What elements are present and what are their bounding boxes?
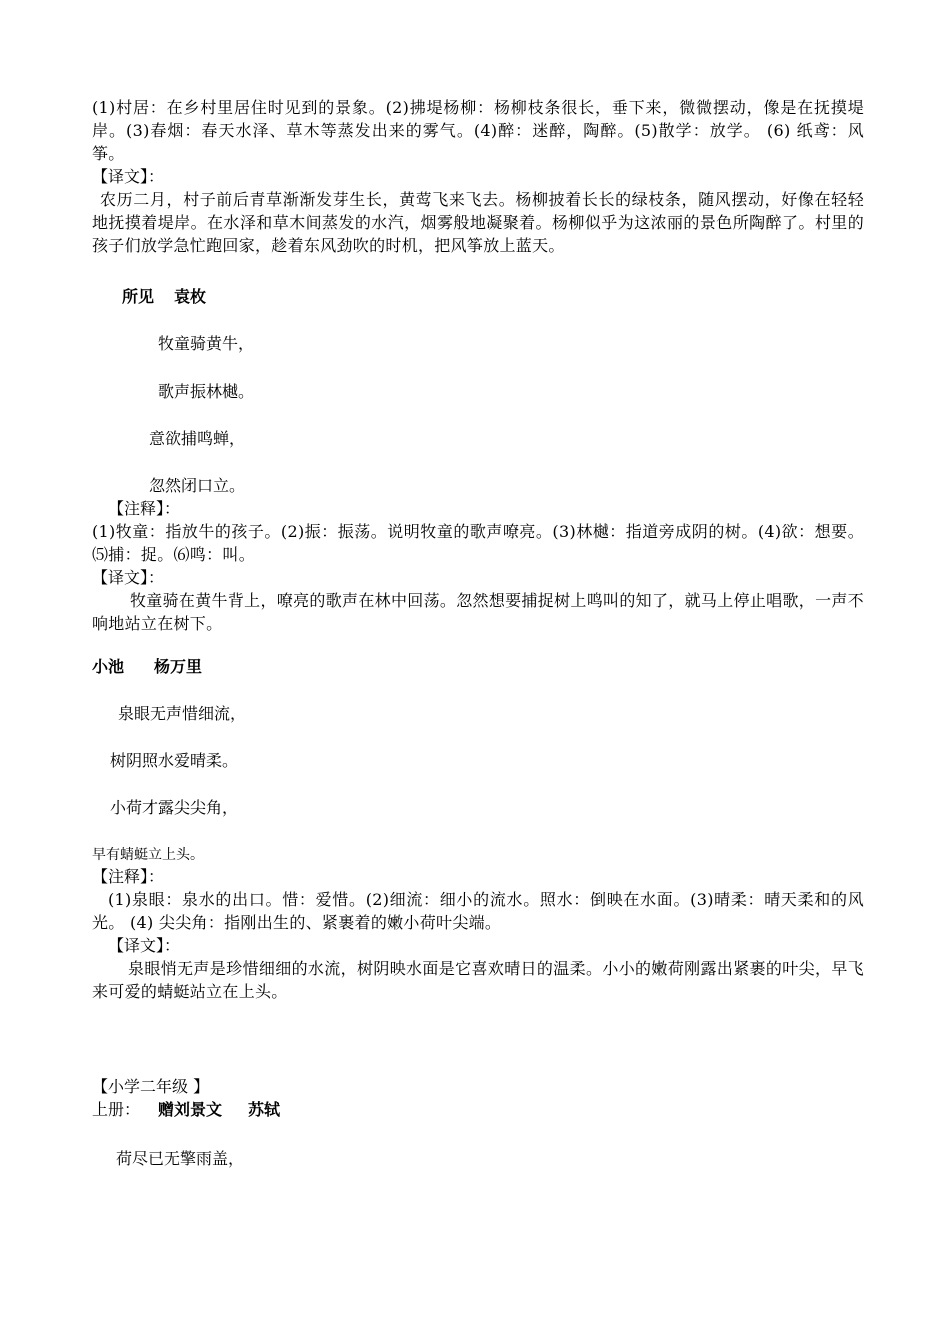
suojian-heading [92,285,864,308]
suojian-author: 袁枚 [174,287,207,306]
grade2-title: 赠刘景文 [158,1100,223,1119]
suojian-line-1: 牧童骑黄牛， [158,334,255,353]
cunju-translation-header: 【译文】： [92,167,165,186]
xiaochi-notes-header: 【注释】： [92,867,165,886]
xiaochi-line-2: 树阴照水爱晴柔。 [110,751,239,770]
xiaochi-translation: 泉眼悄无声是珍惜细细的水流，树阴映水面是它喜欢晴日的温柔。小小的嫩荷刚露出紧裹的叶尖，早飞来可爱的蜻蜓站立在上头。 [92,959,864,1001]
suojian-line-3: 意欲捕鸣蝉， [149,429,246,448]
suojian-translation-header: 【译文】： [92,568,165,587]
grade2-heading [92,1098,864,1121]
xiaochi-translation-header: 【译文】： [108,936,181,955]
suojian-notes-header: 【注释】： [108,499,181,518]
document-page [92,96,864,1170]
suojian-notes: (1)牧童：指放牛的孩子。(2)振：振荡。说明牧童的歌声嘹亮。(3)林樾：指道旁成阴的树。(4)欲：想要。⑸捕：捉。⑹鸣：叫。 [92,522,864,564]
cunju-notes: (1)村居：在乡村里居住时见到的景象。(2)拂堤杨柳：杨柳枝条很长，垂下来，微微摆动，像是在抚摸堤岸。(3)春烟：春天水泽、草木等蒸发出来的雾气。(4)醉：迷醉，陶醉。(5)散学：放学。 (6) 纸鸢：风筝。 [92,98,864,163]
grade2-volume: 上册： [92,1100,141,1119]
suojian-line-2: 歌声振林樾。 [158,382,255,401]
suojian-title: 所见 [122,287,155,306]
grade2-first-line: 荷尽已无擎雨盖， [116,1149,245,1168]
xiaochi-author: 杨万里 [154,657,203,676]
xiaochi-title: 小池 [92,657,125,676]
suojian-translation: 牧童骑在黄牛背上，嘹亮的歌声在林中回荡。忽然想要捕捉树上鸣叫的知了，就马上停止唱歌，一声不响地站立在树下。 [92,591,864,633]
xiaochi-line-4: 早有蜻蜓立上头。 [92,847,204,863]
suojian-line-4: 忽然闭口立。 [149,476,246,495]
xiaochi-line-3: 小荷才露尖尖角， [110,798,239,817]
cunju-translation: 农历二月，村子前后青草渐渐发芽生长，黄莺飞来飞去。杨柳披着长长的绿枝条，随风摆动，好像在轻轻地抚摸着堤岸。在水泽和草木间蒸发的水汽，烟雾般地凝聚着。杨柳似乎为这浓丽的景色所陶醉了。村里的孩子们放学急忙跑回家，趁着东风劲吹的时机，把风筝放上蓝天。 [92,190,864,255]
xiaochi-heading [92,655,864,678]
xiaochi-notes: (1)泉眼：泉水的出口。惜：爱惜。(2)细流：细小的流水。照水：倒映在水面。(3)晴柔：晴天柔和的风光。 (4) 尖尖角：指刚出生的、紧裹着的嫩小荷叶尖端。 [92,890,864,932]
xiaochi-line-1: 泉眼无声惜细流， [118,704,247,723]
grade2-header: 【小学二年级 】 [92,1077,210,1096]
grade2-author: 苏轼 [248,1100,281,1119]
